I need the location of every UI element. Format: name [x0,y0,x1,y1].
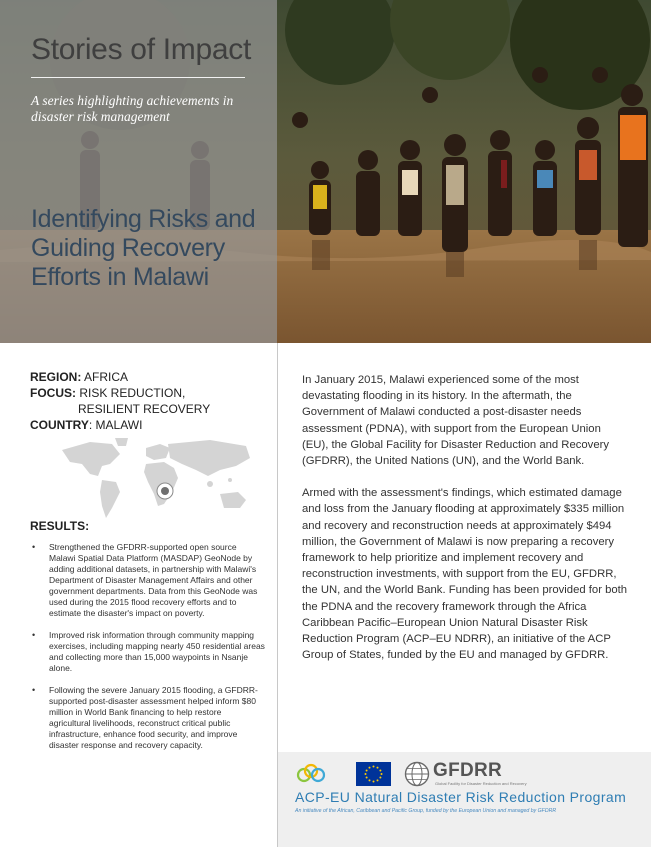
focus-value-continued: RESILIENT RECOVERY [78,402,211,416]
focus-label: FOCUS: [30,386,76,400]
gfdrr-wordmark: GFDRR [433,760,503,781]
story-body [302,372,628,679]
region-row [30,369,210,385]
program-footer [278,752,651,847]
gfdrr-globe-icon [404,761,430,787]
result-item: • Following the severe January 2015 flooding, a GFDRR-supported post-disaster assessment helped inform $80 million in World Bank financing to help restore agricultural livelihoods, reconstruct critical public infrastructure, enhance food security, and improve disaster response and recovery capacity. [30,685,265,751]
title-divider [31,77,245,78]
left-sidebar [0,343,277,847]
region-label: REGION: [30,370,82,384]
series-title: Stories of Impact [31,33,251,66]
story-meta [30,369,210,433]
program-subtitle: An initiative of the African, Caribbean and Pacific Group, funded by the European Union and managed by GFDRR [295,808,557,814]
focus-row [30,385,210,401]
focus-value: RISK REDUCTION, [79,386,186,400]
story-title: Identifying Risks and Guiding Recovery Efforts in Malawi [31,205,256,291]
result-item: • Strengthened the GFDRR-supported open source Malawi Spatial Data Platform (MASDAP) GeoNode by adding additional datasets, in partnership with Malawi's Department of Disaster Management Affairs and other government departments. Data from this GeoNode was used during the 2015 flood recovery efforts and to estimate the disaster's impact on poverty. [30,542,265,619]
body-paragraph: In January 2015, Malawi experienced some of the most devastating flooding in its history. In the aftermath, the Government of Malawi conducted a post-disaster needs assessment (PDNA), with support from the European Union (EU), the Global Facility for Disaster Reduction and Recovery (GFDRR), the United Nations (UN), and the World Bank. [302,374,610,468]
results-list [30,542,265,762]
partner-logos [296,761,636,787]
hero-banner [0,0,651,343]
acp-logo-icon [296,762,326,786]
gfdrr-tagline: Global Facility for Disaster Reduction and Recovery [435,781,527,786]
region-value: AFRICA [84,370,129,384]
country-row [30,417,210,433]
program-name: ACP-EU Natural Disaster Risk Reduction Program [295,789,627,805]
results-heading: RESULTS: [30,519,90,533]
body-paragraph: Armed with the assessment's findings, which estimated damage and loss from the January flooding at approximately $335 million and recovery and reconstruction needs at approximately $494 million, the Government of Malawi is now preparing a recovery framework to help prioritize and implement recovery and reconstruction investments, with support from the EU, GFDRR, the UN, and the World Bank. Funding has been provided for both the PDNA and the recovery framework through the Africa Caribbean Pacific–European Union Natural Disaster Risk Reduction Program (ACP–EU NDRR), an initiative of the ACP Group of States, funded by the EU and managed by GFDRR. [302,487,628,662]
series-subtitle: A series highlighting achievements in disaster risk management [31,93,234,124]
world-map-icon [60,436,260,526]
country-value: : MALAWI [88,418,143,432]
country-label: COUNTRY [30,418,89,432]
eu-flag-icon [356,762,391,786]
result-item: • Improved risk information through community mapping exercises, including mapping nearly 450 residential areas and collecting more than 15,000 waypoints in Nsanje alone. [30,630,265,674]
